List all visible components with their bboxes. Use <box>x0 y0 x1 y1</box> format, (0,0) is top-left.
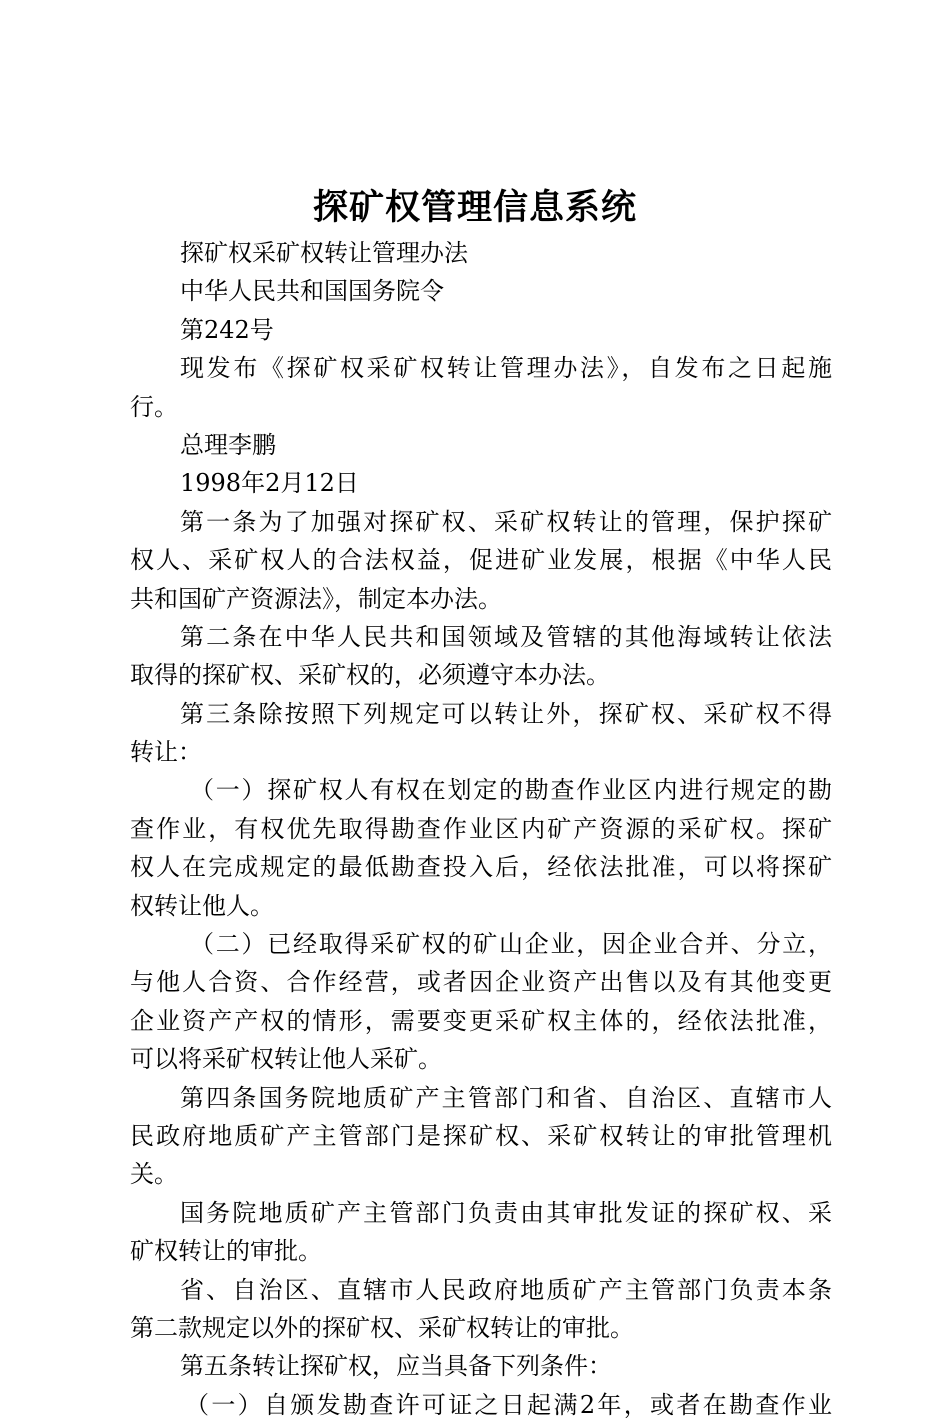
text-line: 矿权转让的审批。 <box>130 1237 322 1266</box>
text-line: 权转让他人。 <box>130 891 274 920</box>
text-line: 第二款规定以外的探矿权、采矿权转让的审批。 <box>130 1313 634 1342</box>
text-line: 第五条转让探矿权，应当具备下列条件： <box>180 1352 612 1381</box>
text-line: 总理李鹏 <box>180 430 276 459</box>
text-line: 行。 <box>130 392 178 421</box>
text-line: 省、自治区、直辖市人民政府地质矿产主管部门负责本条 <box>180 1275 832 1304</box>
text-line: 可以将采矿权转让他人采矿。 <box>130 1045 442 1074</box>
text-line: （一）自颁发勘查许可证之日起满2年，或者在勘查作业 <box>185 1390 832 1419</box>
page-title: 探矿权管理信息系统 <box>312 188 637 228</box>
text-line: 与他人合资、合作经营，或者因企业资产出售以及有其他变更 <box>130 968 832 997</box>
text-line: 权人、采矿权人的合法权益，促进矿业发展，根据《中华人民 <box>130 546 832 575</box>
text-line: 取得的探矿权、采矿权的，必须遵守本办法。 <box>130 661 610 690</box>
text-line: 第一条为了加强对探矿权、采矿权转让的管理，保护探矿 <box>180 507 832 536</box>
text-line: 第三条除按照下列规定可以转让外，探矿权、采矿权不得 <box>180 699 832 728</box>
text-line: 国务院地质矿产主管部门负责由其审批发证的探矿权、采 <box>180 1198 832 1227</box>
text-line: （一）探矿权人有权在划定的勘查作业区内进行规定的勘 <box>190 776 832 805</box>
text-line: 第二条在中华人民共和国领域及管辖的其他海域转让依法 <box>180 622 832 651</box>
text-line: 第242号 <box>180 315 274 344</box>
text-line: 探矿权采矿权转让管理办法 <box>180 239 468 267</box>
text-line: 权人在完成规定的最低勘查投入后，经依法批准，可以将探矿 <box>130 853 832 882</box>
text-line: 企业资产产权的情形，需要变更采矿权主体的，经依法批准， <box>130 1006 832 1035</box>
document-body <box>130 234 832 1424</box>
text-line: 第四条国务院地质矿产主管部门和省、自治区、直辖市人 <box>180 1083 832 1112</box>
text-line: 现发布《探矿权采矿权转让管理办法》，自发布之日起施 <box>180 354 832 383</box>
text-line: 中华人民共和国国务院令 <box>180 277 444 306</box>
text-line: 共和国矿产资源法》，制定本办法。 <box>130 584 502 613</box>
text-line: 民政府地质矿产主管部门是探矿权、采矿权转让的审批管理机 <box>130 1121 832 1150</box>
text-line: 查作业，有权优先取得勘查作业区内矿产资源的采矿权。探矿 <box>130 814 832 843</box>
text-line: 转让： <box>130 738 202 767</box>
text-line: 关。 <box>130 1160 178 1189</box>
text-line: （二）已经取得采矿权的矿山企业，因企业合并、分立， <box>190 930 832 959</box>
text-line: 1998年2月12日 <box>180 469 359 498</box>
